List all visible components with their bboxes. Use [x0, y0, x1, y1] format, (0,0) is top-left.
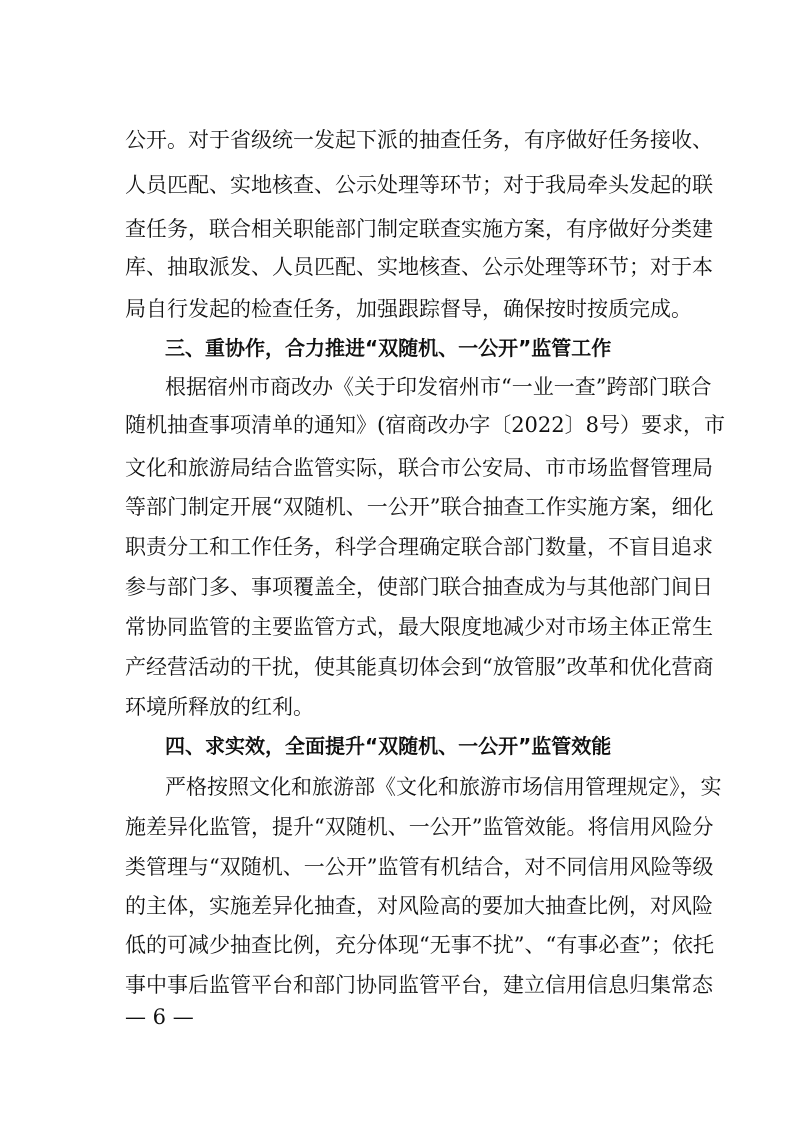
paragraph-1-line-5: 局自行发起的检查任务，加强跟踪督导，确保按时按质完成。 — [125, 297, 692, 321]
paragraph-2-line-8: 产经营活动的干扰，使其能真切体会到“放管服”改革和优化营商 — [125, 655, 714, 679]
paragraph-3-line-5: 低的可减少抽查比例，充分体现“无事不扰”、“有事必查”；依托 — [125, 933, 714, 957]
paragraph-3-line-1: 严格按照文化和旅游部《文化和旅游市场信用管理规定》，实 — [165, 775, 722, 799]
paragraph-3-line-6: 事中事后监管平台和部门协同监管平台，建立信用信息归集常态 — [125, 973, 713, 997]
page-number: — 6 — — [125, 1005, 194, 1029]
section-heading-4: 四、求实效，全面提升“双随机、一公开”监管效能 — [165, 734, 612, 758]
paragraph-3-line-2: 施差异化监管，提升“双随机、一公开”监管效能。将信用风险分 — [125, 815, 714, 839]
paragraph-1-line-2: 人员匹配、实地核查、公示处理等环节；对于我局牵头发起的联 — [125, 173, 713, 197]
paragraph-3-line-3: 类管理与“双随机、一公开”监管有机结合，对不同信用风险等级 — [125, 855, 714, 879]
paragraph-2-line-6: 参与部门多、事项覆盖全，使部门联合抽查成为与其他部门间日 — [125, 575, 713, 599]
paragraph-1-line-3: 查任务，联合相关职能部门制定联查实施方案，有序做好分类建 — [125, 217, 713, 241]
paragraph-2-line-3: 文化和旅游局结合监管实际，联合市公安局、市市场监督管理局 — [125, 456, 713, 480]
paragraph-1-line-1: 公开。对于省级统一发起下派的抽查任务，有序做好任务接收、 — [125, 128, 713, 152]
paragraph-2-line-5: 职责分工和工作任务，科学合理确定联合部门数量，不盲目追求 — [125, 535, 713, 559]
paragraph-2-line-9: 环境所释放的红利。 — [125, 695, 314, 719]
section-heading-3: 三、重协作，合力推进“双随机、一公开”监管工作 — [165, 336, 612, 360]
paragraph-1-line-4: 库、抽取派发、人员匹配、实地核查、公示处理等环节；对于本 — [125, 255, 713, 279]
paragraph-2-line-1: 根据宿州市商改办《关于印发宿州市“一业一查”跨部门联合 — [165, 375, 712, 399]
paragraph-2-line-4: 等部门制定开展“双随机、一公开”联合抽查工作实施方案，细化 — [125, 495, 714, 519]
paragraph-2-line-2: 随机抽查事项清单的通知》(宿商改办字〔2022〕8号）要求，市 — [125, 413, 725, 437]
paragraph-3-line-4: 的主体，实施差异化抽查，对风险高的要加大抽查比例，对风险 — [125, 894, 713, 918]
paragraph-2-line-7: 常协同监管的主要监管方式，最大限度地减少对市场主体正常生 — [125, 615, 713, 639]
